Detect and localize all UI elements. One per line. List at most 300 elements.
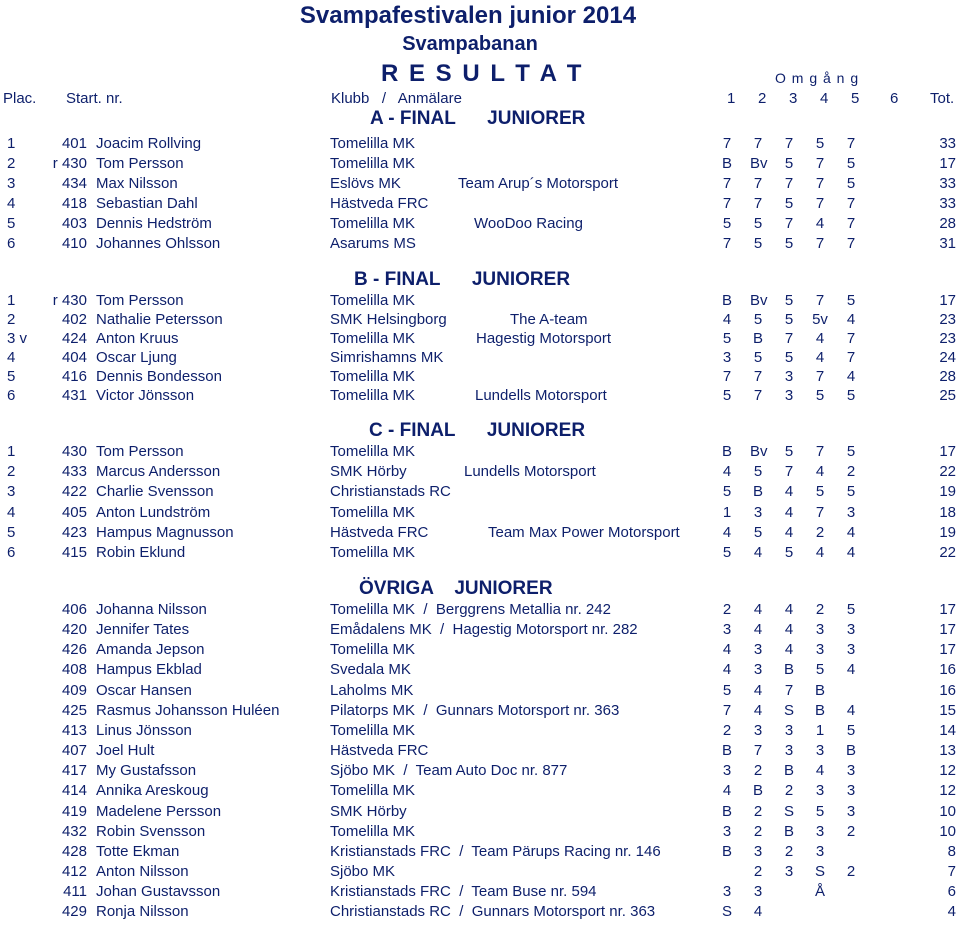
round-3-score: 5 [784, 311, 794, 328]
club: Hästveda FRC [330, 523, 429, 541]
driver-name: Amanda Jepson [96, 641, 205, 659]
round-2-score: 3 [753, 641, 763, 659]
start-number: 431 [61, 387, 87, 404]
round-3-score: 3 [784, 742, 794, 760]
round-3-score: 7 [784, 463, 794, 481]
total-score: 10 [939, 802, 956, 820]
club: Tomelilla MK [330, 292, 416, 309]
club: Tomelilla MK [330, 135, 416, 152]
result-row [0, 742, 960, 762]
round-4-score: B [814, 701, 825, 719]
driver-name: Oscar Hansen [96, 681, 192, 699]
club: Christianstads RC [330, 483, 451, 501]
round-2-score: 3 [753, 842, 763, 860]
result-row [0, 368, 960, 388]
total-score: 23 [939, 311, 956, 328]
driver-name: My Gustafsson [96, 762, 197, 780]
round-2-score: 4 [753, 681, 763, 699]
round-2-score: B [752, 330, 763, 347]
result-row [0, 235, 960, 255]
round-3-score: 4 [784, 523, 794, 541]
round-2-score: 5 [753, 523, 763, 541]
round-1-score: 4 [722, 463, 732, 481]
col-round-2: 2 [758, 90, 767, 107]
start-number: 417 [61, 762, 87, 780]
total-score: 24 [939, 349, 956, 366]
round-2-score: 2 [753, 802, 763, 820]
team-name: WooDoo Racing [474, 215, 583, 232]
col-plac: Plac. [3, 90, 37, 107]
round-3-score: 2 [784, 782, 794, 800]
round-4-score: 4 [815, 762, 825, 780]
result-row [0, 443, 960, 463]
total-score: 17 [939, 155, 956, 172]
result-row [0, 175, 960, 195]
round-5-score: 2 [846, 463, 856, 481]
round-5-score: 5 [846, 443, 856, 460]
round-3-score: 4 [784, 503, 794, 521]
club: Simrishamns MK [330, 349, 444, 366]
round-2-score: 5 [753, 215, 763, 232]
round-5-score: 4 [846, 523, 856, 541]
result-row [0, 215, 960, 235]
result-row [0, 903, 960, 923]
driver-name: Anton Kruus [96, 330, 179, 347]
round-4-score: 4 [815, 544, 825, 561]
col-start: Start. nr. [66, 90, 123, 107]
round-2-score: 3 [753, 721, 763, 739]
start-number: 434 [61, 175, 87, 192]
round-2-score: 2 [753, 762, 763, 780]
team-name: Team Arup´s Motorsport [458, 175, 619, 192]
page-subtitle: Svampabanan [402, 33, 538, 55]
round-3-score: B [783, 762, 794, 780]
driver-name: Sebastian Dahl [96, 195, 198, 212]
total-score: 17 [939, 621, 956, 639]
round-3-score: 5 [784, 443, 794, 460]
round-3-score: 4 [784, 621, 794, 639]
result-row [0, 349, 960, 369]
round-2-score: 4 [753, 601, 763, 618]
driver-name: Rasmus Johansson Huléen [96, 701, 280, 719]
round-1-score: 4 [722, 782, 732, 800]
col-round-4: 4 [820, 90, 829, 107]
col-round-3: 3 [789, 90, 798, 107]
round-1-score: B [721, 155, 732, 172]
start-number: 410 [61, 235, 87, 252]
round-3-score: 5 [784, 292, 794, 309]
round-5-score: 2 [846, 862, 856, 880]
driver-name: Dennis Hedström [96, 215, 212, 232]
section-b-final-title: B - FINAL JUNIORER [354, 269, 571, 290]
total-score: 19 [939, 483, 956, 501]
club: Tomelilla MK [330, 503, 416, 521]
round-1-score: 5 [722, 681, 732, 699]
result-row [0, 135, 960, 155]
result-row [0, 661, 960, 681]
round-4-score: 5 [815, 802, 825, 820]
round-4-score: 3 [815, 621, 825, 639]
total-score: 4 [947, 903, 956, 921]
club: Kristianstads FRC / Team Buse nr. 594 [330, 883, 597, 901]
start-number: 416 [61, 368, 87, 385]
round-1-score: 5 [722, 387, 732, 404]
round-5-score: 3 [846, 802, 856, 820]
round-1-score: 1 [722, 503, 732, 521]
round-1-score: B [721, 742, 732, 760]
round-4-score: 3 [815, 782, 825, 800]
round-4-score: 7 [815, 503, 825, 521]
round-5-score: 4 [846, 368, 856, 385]
round-5-score: 5 [846, 175, 856, 192]
driver-name: Anton Lundström [96, 503, 211, 521]
placement: 3 [7, 483, 16, 501]
round-1-score: 4 [722, 641, 732, 659]
round-5-score: 7 [846, 195, 856, 212]
start-number: 419 [61, 802, 87, 820]
start-number: 422 [61, 483, 87, 501]
round-3-score: 5 [784, 195, 794, 212]
round-3-score: 4 [784, 601, 794, 618]
result-row [0, 722, 960, 742]
round-4-score: 5 [815, 387, 825, 404]
total-score: 6 [947, 883, 956, 901]
total-score: 28 [939, 215, 956, 232]
round-4-score: 3 [815, 742, 825, 760]
club: Tomelilla MK [330, 544, 416, 561]
total-score: 12 [939, 782, 956, 800]
total-score: 7 [947, 862, 956, 880]
round-3-score: 4 [784, 641, 794, 659]
total-score: 25 [939, 387, 956, 404]
round-5-score: 5 [846, 155, 856, 172]
round-2-score: 7 [753, 742, 763, 760]
round-1-score: 3 [722, 822, 732, 840]
round-2-score: Bv [750, 443, 768, 460]
start-number: 429 [61, 903, 87, 921]
team-name: Team Max Power Motorsport [488, 523, 680, 541]
start-number: 412 [61, 862, 87, 880]
driver-name: Robin Eklund [96, 544, 186, 561]
result-row [0, 195, 960, 215]
result-row [0, 330, 960, 350]
round-1-score: 5 [722, 483, 732, 501]
round-1-score: B [721, 443, 732, 460]
round-2-score: 3 [753, 883, 763, 901]
round-4-score: 3 [815, 641, 825, 659]
round-4-score: 3 [815, 822, 825, 840]
round-4-score: 3 [815, 842, 825, 860]
round-2-score: 7 [753, 175, 763, 192]
col-round-6: 6 [890, 90, 899, 107]
start-number: 406 [61, 601, 87, 618]
total-score: 10 [939, 822, 956, 840]
placement: 3 [7, 175, 16, 192]
round-3-score: 2 [784, 842, 794, 860]
round-2-score: B [752, 483, 763, 501]
round-5-score: 4 [846, 311, 856, 328]
driver-name: Jennifer Tates [96, 621, 190, 639]
round-3-score: 5 [784, 155, 794, 172]
round-5-score: 7 [846, 215, 856, 232]
total-score: 22 [939, 463, 956, 481]
result-row [0, 823, 960, 843]
start-number: 432 [61, 822, 87, 840]
start-number: 403 [61, 215, 87, 232]
result-row [0, 883, 960, 903]
round-3-score: 3 [784, 387, 794, 404]
round-3-score: 3 [784, 862, 794, 880]
start-number: 413 [61, 721, 87, 739]
club: Tomelilla MK [330, 822, 416, 840]
results-heading: R E S U L T A T [381, 60, 584, 87]
start-number: 430 [61, 443, 87, 460]
result-row [0, 803, 960, 823]
result-row [0, 702, 960, 722]
round-2-score: 4 [753, 621, 763, 639]
round-3-score: 5 [784, 349, 794, 366]
club: SMK Hörby [330, 463, 407, 481]
round-5-score: 3 [846, 621, 856, 639]
start-number: 424 [61, 330, 87, 347]
placement: 1 [7, 135, 16, 152]
round-2-score: 3 [753, 661, 763, 679]
total-score: 16 [939, 661, 956, 679]
placement: 2 [7, 463, 16, 481]
total-score: 33 [939, 135, 956, 152]
round-5-score: 5 [846, 292, 856, 309]
round-4-score: 5v [812, 311, 828, 328]
driver-name: Dennis Bondesson [96, 368, 222, 385]
round-1-score: 7 [722, 368, 732, 385]
placement: 2 [7, 155, 16, 172]
round-4-score: 4 [815, 330, 825, 347]
round-1-score: 4 [722, 311, 732, 328]
round-1-score: 7 [722, 135, 732, 152]
round-1-score: B [721, 842, 732, 860]
driver-name: Tom Persson [96, 155, 184, 172]
round-5-score: 4 [846, 661, 856, 679]
round-1-score: 7 [722, 175, 732, 192]
round-5-score: 3 [846, 641, 856, 659]
round-3-score: 7 [784, 135, 794, 152]
result-row [0, 292, 960, 312]
round-3-score: 3 [784, 721, 794, 739]
col-round-5: 5 [851, 90, 860, 107]
round-4-score: 7 [815, 443, 825, 460]
placement: 1 [7, 292, 16, 309]
start-number: 420 [61, 621, 87, 639]
round-3-score: S [783, 802, 794, 820]
total-score: 15 [939, 701, 956, 719]
round-5-score: 3 [846, 503, 856, 521]
result-row [0, 782, 960, 802]
result-row [0, 524, 960, 544]
round-5-score: 5 [846, 483, 856, 501]
result-row [0, 682, 960, 702]
start-number: 423 [61, 523, 87, 541]
placement: 1 [7, 443, 16, 460]
club: Svedala MK [330, 661, 411, 679]
start-number: 433 [61, 463, 87, 481]
placement: 6 [7, 544, 16, 561]
placement: 4 [7, 503, 16, 521]
result-row [0, 641, 960, 661]
round-4-score: 5 [815, 483, 825, 501]
round-4-score: 1 [815, 721, 825, 739]
placement: 2 [7, 311, 16, 328]
driver-name: Victor Jönsson [96, 387, 195, 404]
col-klubb: Klubb / Anmälare [331, 90, 462, 107]
round-2-score: 7 [753, 135, 763, 152]
round-2-score: 4 [753, 903, 763, 921]
round-1-score: S [721, 903, 732, 921]
club: Christianstads RC / Gunnars Motorsport nr. 363 [330, 903, 656, 921]
total-score: 28 [939, 368, 956, 385]
start-number: 425 [61, 701, 87, 719]
round-2-score: 7 [753, 387, 763, 404]
total-score: 13 [939, 742, 956, 760]
team-name: Lundells Motorsport [464, 463, 596, 481]
round-4-score: 7 [815, 235, 825, 252]
page-title: Svampafestivalen junior 2014 [299, 2, 637, 29]
round-4-score: 2 [815, 601, 825, 618]
round-3-score: B [783, 661, 794, 679]
driver-name: Robin Svensson [96, 822, 206, 840]
placement: 6 [7, 235, 16, 252]
driver-name: Oscar Ljung [96, 349, 177, 366]
round-4-score: 4 [815, 215, 825, 232]
placement: 4 [7, 349, 16, 366]
driver-name: Totte Ekman [96, 842, 180, 860]
start-number: 411 [63, 883, 87, 901]
result-row [0, 155, 960, 175]
round-2-score: 7 [753, 195, 763, 212]
round-1-score: 2 [722, 721, 732, 739]
round-1-score: 3 [722, 621, 732, 639]
club: Sjöbo MK / Team Auto Doc nr. 877 [330, 762, 568, 780]
omgang-heading: O m g å n g [775, 70, 860, 86]
team-name: The A-team [510, 311, 588, 328]
start-number: 414 [61, 782, 87, 800]
start-number: 409 [61, 681, 87, 699]
round-4-score: 7 [815, 368, 825, 385]
driver-name: Johanna Nilsson [96, 601, 207, 618]
round-4-score: 4 [815, 349, 825, 366]
round-1-score: 5 [722, 544, 732, 561]
placement: 4 [7, 195, 16, 212]
club: Eslövs MK [330, 175, 401, 192]
start-number: 402 [61, 311, 87, 328]
round-2-score: 5 [753, 463, 763, 481]
round-2-score: Bv [750, 155, 768, 172]
total-score: 8 [947, 842, 956, 860]
round-3-score: 7 [784, 175, 794, 192]
placement: 6 [7, 387, 16, 404]
result-row [0, 483, 960, 503]
round-4-score: 2 [815, 523, 825, 541]
total-score: 14 [939, 721, 956, 739]
total-score: 17 [939, 292, 956, 309]
round-4-score: 5 [815, 135, 825, 152]
club: Tomelilla MK [330, 721, 416, 739]
round-2-score: 5 [753, 349, 763, 366]
total-score: 23 [939, 330, 956, 347]
club: Tomelilla MK [330, 443, 416, 460]
round-5-score: 5 [846, 387, 856, 404]
section-c-final-title: C - FINAL JUNIORER [369, 420, 586, 441]
driver-name: Anton Nilsson [96, 862, 189, 880]
club: Tomelilla MK [330, 368, 416, 385]
round-3-score: 5 [784, 235, 794, 252]
round-5-score: 3 [846, 782, 856, 800]
round-3-score: B [783, 822, 794, 840]
round-1-score: 7 [722, 701, 732, 719]
round-2-score: B [752, 782, 763, 800]
team-name: Hagestig Motorsport [476, 330, 612, 347]
start-number: 418 [61, 195, 87, 212]
total-score: 31 [939, 235, 956, 252]
start-number: r 430 [52, 292, 87, 309]
start-number: 407 [61, 742, 87, 760]
round-4-score: 7 [815, 195, 825, 212]
driver-name: Annika Areskoug [96, 782, 209, 800]
total-score: 18 [939, 503, 956, 521]
round-2-score: 5 [753, 311, 763, 328]
round-3-score: 7 [784, 681, 794, 699]
placement: 3 v [7, 330, 28, 347]
round-1-score: 4 [722, 661, 732, 679]
round-1-score: 7 [722, 235, 732, 252]
start-number: 401 [61, 135, 87, 152]
driver-name: Tom Persson [96, 292, 184, 309]
result-row [0, 762, 960, 782]
round-5-score: 4 [846, 544, 856, 561]
result-row [0, 601, 960, 621]
total-score: 17 [939, 601, 956, 618]
round-1-score: 3 [722, 883, 732, 901]
round-3-score: S [783, 701, 794, 719]
club: SMK Hörby [330, 802, 407, 820]
round-5-score: 7 [846, 235, 856, 252]
round-5-score: B [845, 742, 856, 760]
club: Hästveda FRC [330, 742, 429, 760]
round-3-score: 7 [784, 215, 794, 232]
club: Tomelilla MK [330, 641, 416, 659]
driver-name: Joel Hult [96, 742, 155, 760]
round-5-score: 7 [846, 135, 856, 152]
club: Pilatorps MK / Gunnars Motorsport nr. 363 [330, 701, 620, 719]
driver-name: Linus Jönsson [96, 721, 192, 739]
result-row [0, 621, 960, 641]
round-5-score: 2 [846, 822, 856, 840]
round-2-score: 2 [753, 862, 763, 880]
round-4-score: 7 [815, 292, 825, 309]
result-row [0, 311, 960, 331]
result-row [0, 863, 960, 883]
round-4-score: 4 [815, 463, 825, 481]
driver-name: Max Nilsson [96, 175, 178, 192]
total-score: 17 [939, 443, 956, 460]
round-1-score: B [721, 292, 732, 309]
club: Hästveda FRC [330, 195, 429, 212]
club: SMK Helsingborg [330, 311, 447, 328]
total-score: 17 [939, 641, 956, 659]
club: Sjöbo MK [330, 862, 396, 880]
round-1-score: 5 [722, 330, 732, 347]
start-number: 404 [61, 349, 87, 366]
round-3-score: 7 [784, 330, 794, 347]
